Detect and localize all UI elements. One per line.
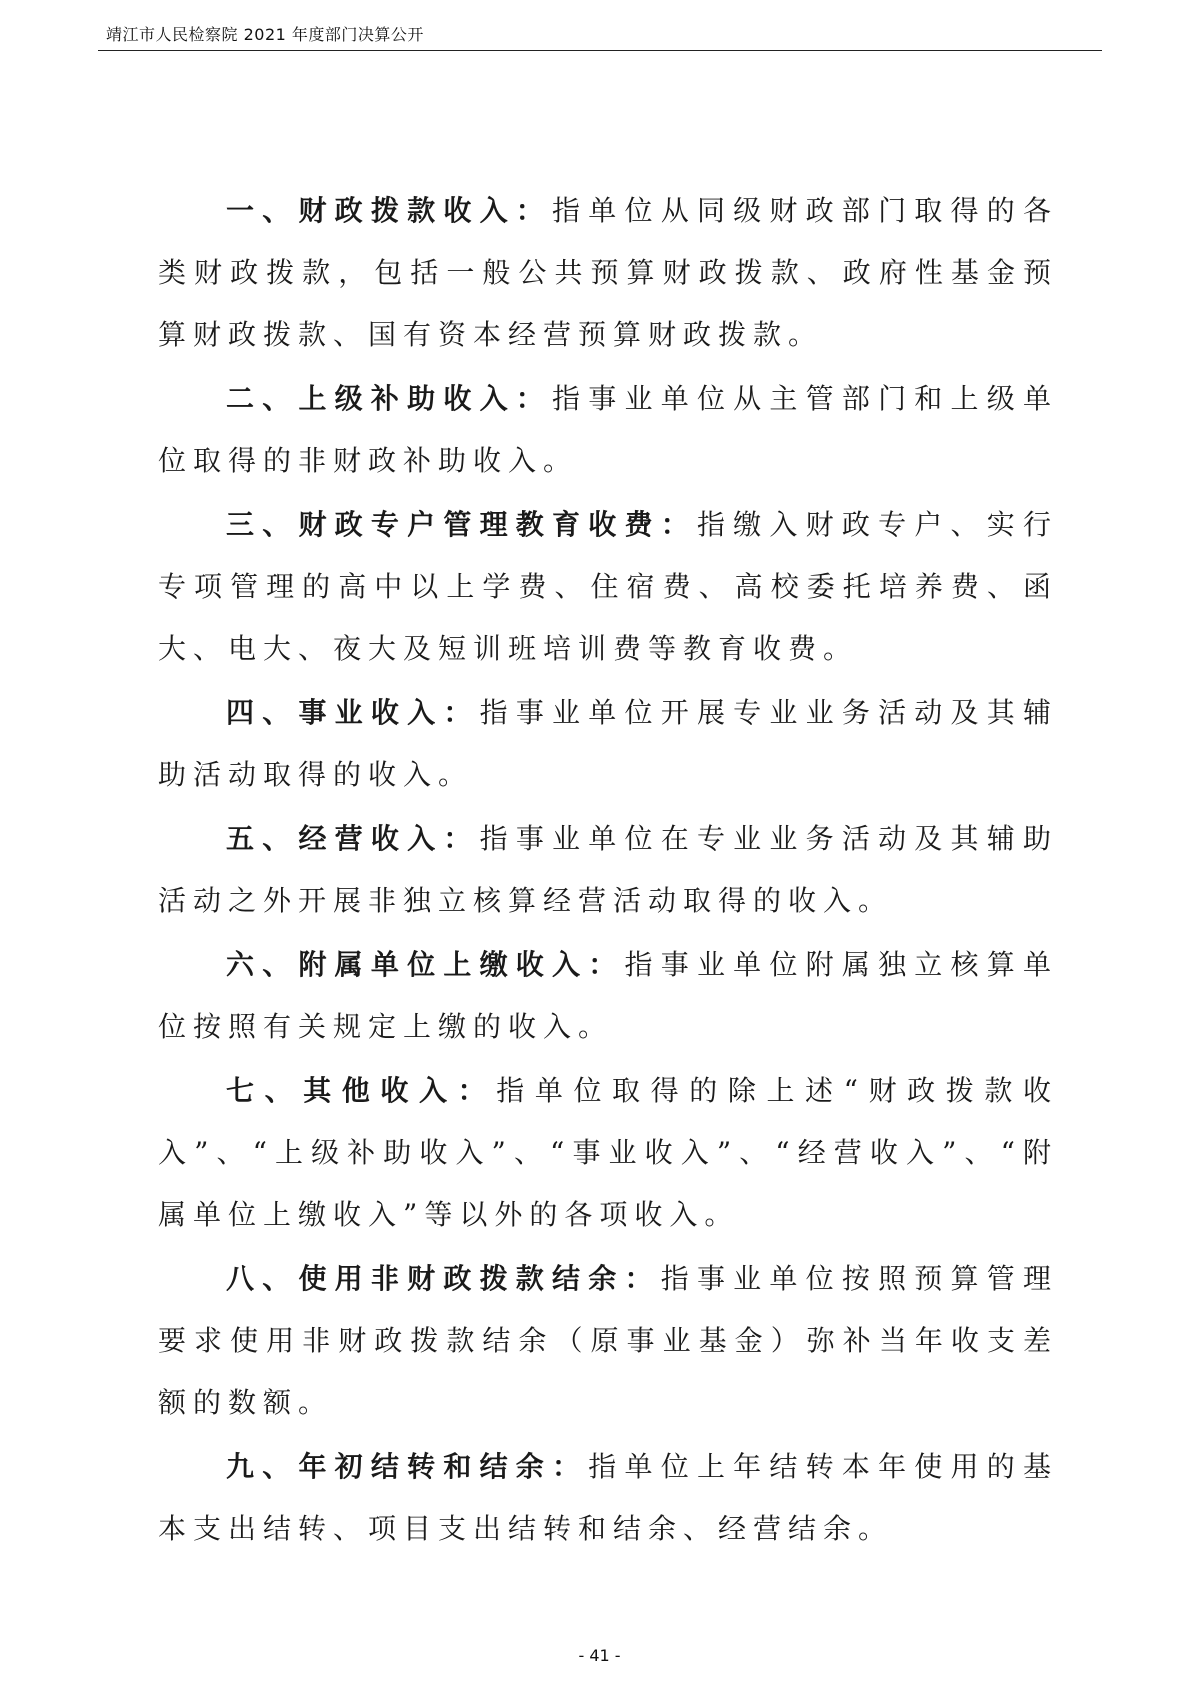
definition-text: 指单位上年结转本年使用的基本支出结转、项目支出结转和结余、经营结余。 bbox=[158, 1450, 1058, 1545]
definition-term: 四、事业收入： bbox=[226, 696, 480, 729]
definition-term: 七、其他收入： bbox=[226, 1074, 497, 1107]
definition-term: 九、年初结转和结余： bbox=[226, 1450, 589, 1483]
definition-text: 指缴入财政专户、实行专项管理的高中以上学费、住宿费、高校委托培养费、函大、电大、夜大及短训班培训费等教育收费。 bbox=[158, 508, 1058, 665]
definition-paragraph bbox=[158, 934, 1058, 1058]
definition-paragraph bbox=[158, 180, 1058, 366]
definition-term: 一、财政拨款收入： bbox=[226, 194, 553, 227]
definition-text: 指事业单位在专业业务活动及其辅助活动之外开展非独立核算经营活动取得的收入。 bbox=[158, 822, 1058, 917]
definition-paragraph bbox=[158, 1248, 1058, 1434]
definition-term: 二、上级补助收入： bbox=[226, 382, 553, 415]
definition-paragraph bbox=[158, 368, 1058, 492]
definition-paragraph bbox=[158, 494, 1058, 680]
definition-paragraph bbox=[158, 1060, 1058, 1246]
definition-term: 八、使用非财政拨款结余： bbox=[226, 1262, 661, 1295]
definition-text: 指单位从同级财政部门取得的各类财政拨款，包括一般公共预算财政拨款、政府性基金预算财政拨款、国有资本经营预算财政拨款。 bbox=[158, 194, 1058, 351]
definition-term: 三、财政专户管理教育收费： bbox=[226, 508, 697, 541]
page-header bbox=[98, 18, 1102, 51]
definition-term: 六、附属单位上缴收入： bbox=[226, 948, 625, 981]
definition-text: 指事业单位从主管部门和上级单位取得的非财政补助收入。 bbox=[158, 382, 1058, 477]
header-title: 靖江市人民检察院 2021 年度部门决算公开 bbox=[106, 25, 424, 44]
definition-text: 指单位取得的除上述“财政拨款收入”、“上级补助收入”、“事业收入”、“经营收入”、“附属单位上缴收入”等以外的各项收入。 bbox=[158, 1074, 1058, 1231]
definition-text: 指事业单位开展专业业务活动及其辅助活动取得的收入。 bbox=[158, 696, 1058, 791]
definition-text: 指事业单位按照预算管理要求使用非财政拨款结余（原事业基金）弥补当年收支差额的数额。 bbox=[158, 1262, 1058, 1419]
document-body bbox=[158, 180, 1058, 1562]
definition-term: 五、经营收入： bbox=[226, 822, 480, 855]
definition-paragraph bbox=[158, 808, 1058, 932]
definition-paragraph bbox=[158, 682, 1058, 806]
page-number: - 41 - bbox=[578, 1646, 621, 1665]
definition-text: 指事业单位附属独立核算单位按照有关规定上缴的收入。 bbox=[158, 948, 1058, 1043]
definition-paragraph bbox=[158, 1436, 1058, 1560]
